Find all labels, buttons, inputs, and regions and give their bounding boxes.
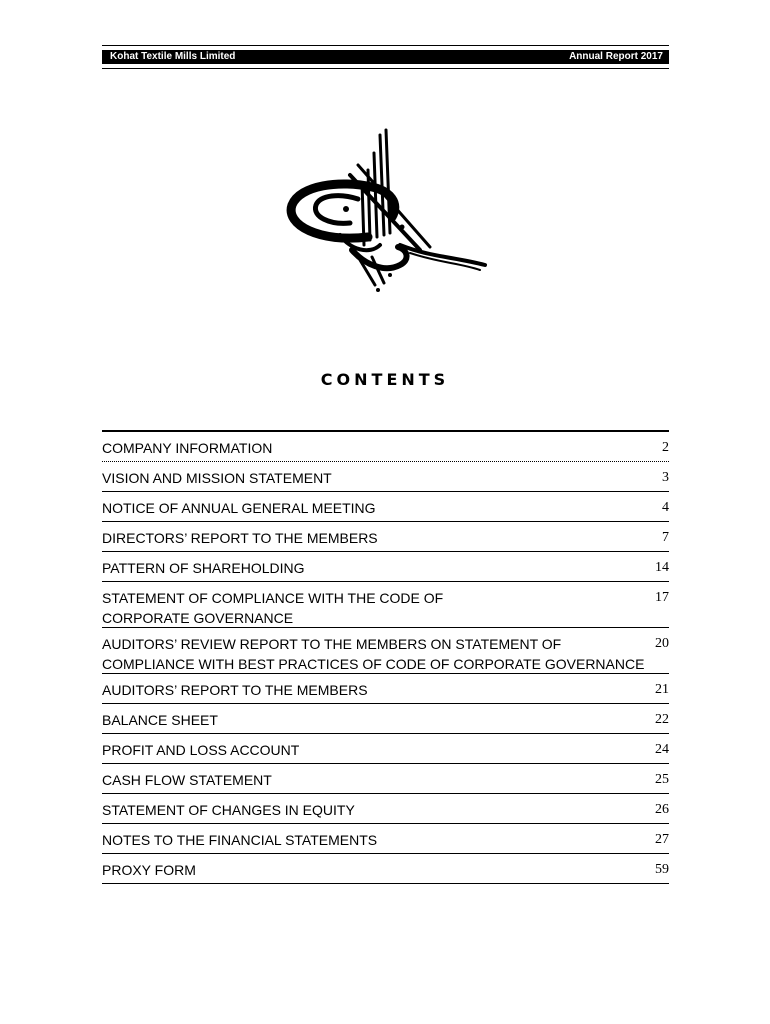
toc-entry-title: STATEMENT OF CHANGES IN EQUITY (102, 802, 355, 818)
toc-page-number: 59 (655, 862, 669, 877)
toc-page-number: 17 (655, 590, 669, 605)
toc-entry-title: PATTERN OF SHAREHOLDING (102, 560, 305, 576)
toc-page-number: 24 (655, 742, 669, 757)
header-bar (102, 50, 669, 64)
table-of-contents (102, 430, 669, 884)
toc-page-number: 14 (655, 560, 669, 575)
toc-row[interactable] (102, 704, 669, 734)
toc-entry-title: BALANCE SHEET (102, 712, 218, 728)
toc-page-number: 2 (662, 440, 669, 455)
toc-entry-title: CASH FLOW STATEMENT (102, 772, 272, 788)
toc-entry-title: PROFIT AND LOSS ACCOUNT (102, 742, 300, 758)
toc-entry-title: DIRECTORS’ REPORT TO THE MEMBERS (102, 530, 378, 546)
toc-page-number: 4 (662, 500, 669, 515)
toc-row[interactable] (102, 522, 669, 552)
toc-row[interactable] (102, 462, 669, 492)
toc-entry-title: AUDITORS’ REPORT TO THE MEMBERS (102, 682, 368, 698)
toc-entry-title: PROXY FORM (102, 862, 196, 878)
toc-page-number: 25 (655, 772, 669, 787)
toc-entry-title: STATEMENT OF COMPLIANCE WITH THE CODE OF CORPORATE GOVERNANCE (102, 590, 444, 626)
toc-row[interactable] (102, 794, 669, 824)
toc-page-number: 7 (662, 530, 669, 545)
toc-entry-title: NOTICE OF ANNUAL GENERAL MEETING (102, 500, 376, 516)
header-rule-top (102, 45, 669, 46)
toc-entry-title: COMPANY INFORMATION (102, 440, 273, 456)
toc-page-number: 20 (655, 636, 669, 651)
toc-row[interactable] (102, 764, 669, 794)
toc-row[interactable] (102, 582, 669, 628)
toc-page-number: 27 (655, 832, 669, 847)
toc-entry-title: VISION AND MISSION STATEMENT (102, 470, 332, 486)
toc-row[interactable] (102, 432, 669, 462)
toc-entry-title: NOTES TO THE FINANCIAL STATEMENTS (102, 832, 378, 848)
calligraphy-emblem (280, 125, 490, 300)
toc-row[interactable] (102, 552, 669, 582)
toc-row[interactable] (102, 734, 669, 764)
toc-row[interactable] (102, 674, 669, 704)
report-name: Annual Report 2017 (569, 51, 663, 62)
toc-row[interactable] (102, 492, 669, 522)
toc-page-number: 26 (655, 802, 669, 817)
toc-page-number: 22 (655, 712, 669, 727)
toc-row[interactable] (102, 824, 669, 854)
toc-page-number: 21 (655, 682, 669, 697)
toc-row[interactable] (102, 628, 669, 674)
page-title: CONTENTS (320, 370, 450, 389)
toc-row[interactable] (102, 854, 669, 884)
company-name: Kohat Textile Mills Limited (110, 51, 236, 62)
toc-entry-title: AUDITORS’ REVIEW REPORT TO THE MEMBERS ON STATEMENT OF COMPLIANCE WITH BEST PRACTICES OF CODE OF CORPORATE GOVERNANCE (102, 636, 645, 672)
toc-page-number: 3 (662, 470, 669, 485)
header-rule-bottom (102, 68, 669, 69)
